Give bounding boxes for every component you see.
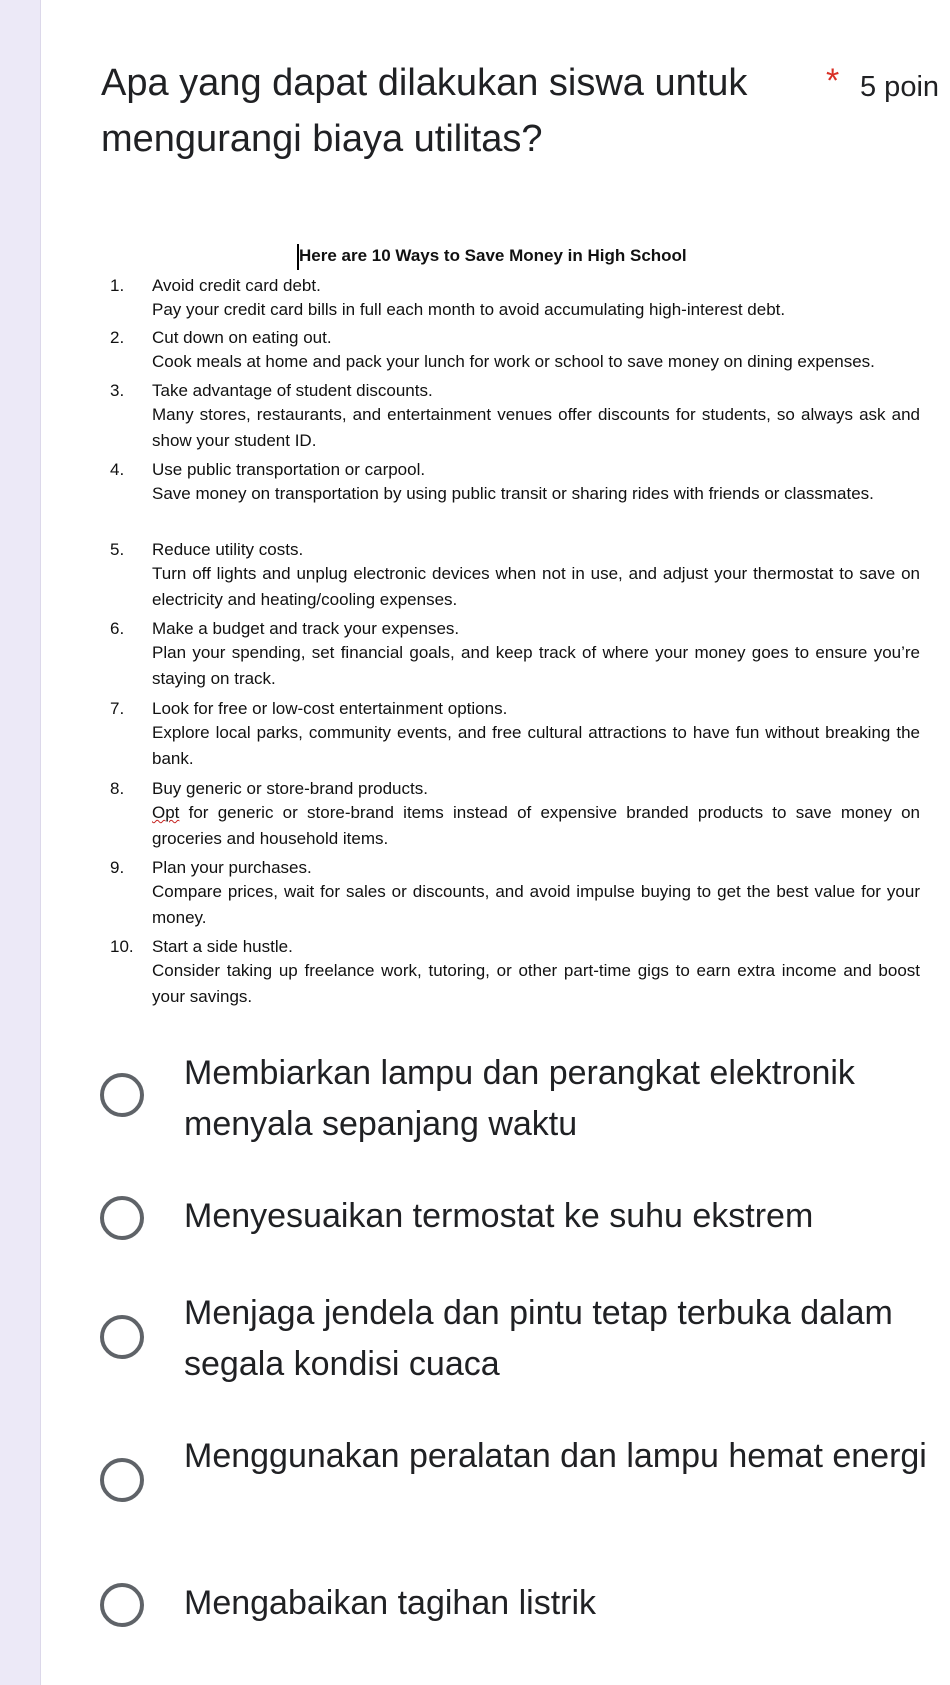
item-heading: Avoid credit card debt.	[152, 276, 321, 295]
item-description: Save money on transportation by using public transit or sharing rides with friends or classmates.	[152, 484, 874, 503]
item-heading: Reduce utility costs.	[152, 540, 304, 559]
item-heading: Cut down on eating out.	[152, 328, 332, 347]
item-description: Explore local parks, community events, and free cultural attractions to have fun without breaking the bank.	[152, 723, 920, 768]
question-title: Apa yang dapat dilakukan siswa untuk mengurangi biaya utilitas?	[101, 62, 748, 160]
item-description: Cook meals at home and pack your lunch for work or school to save money on dining expenses.	[152, 352, 875, 371]
item-number: 1.	[110, 276, 125, 295]
item-description: Consider taking up freelance work, tutoring, or other part-time gigs to earn extra income and boost your savings.	[152, 961, 920, 1006]
item-heading: Start a side hustle.	[152, 937, 293, 956]
item-number: 8.	[110, 779, 125, 798]
required-asterisk: *	[826, 62, 840, 100]
document-title: Here are 10 Ways to Save Money in High School	[299, 246, 687, 265]
option-label[interactable]: Menjaga jendela dan pintu tetap terbuka dalam segala kondisi cuaca	[184, 1294, 893, 1383]
item-description: Compare prices, wait for sales or discounts, and avoid impulse buying to get the best value for your money.	[152, 882, 920, 927]
item-number: 4.	[110, 460, 125, 479]
item-number: 9.	[110, 858, 125, 877]
item-description: Plan your spending, set financial goals, and keep track of where your money goes to ensure you’re staying on track.	[152, 643, 920, 688]
item-description-text: for generic or store-brand items instead of expensive branded products to save money on groceries and household items.	[152, 803, 920, 848]
item-number: 3.	[110, 381, 125, 400]
item-heading: Use public transportation or carpool.	[152, 460, 426, 479]
option-label[interactable]: Menyesuaikan termostat ke suhu ekstrem	[184, 1197, 814, 1235]
item-description: Many stores, restaurants, and entertainment venues offer discounts for students, so always ask and show your student ID.	[152, 405, 920, 450]
item-number: 10.	[110, 937, 134, 956]
item-heading: Make a budget and track your expenses.	[152, 619, 460, 638]
item-number: 2.	[110, 328, 125, 347]
item-heading: Look for free or low-cost entertainment options.	[152, 699, 508, 718]
radio-button[interactable]	[100, 1315, 144, 1359]
item-heading: Take advantage of student discounts.	[152, 381, 433, 400]
item-number: 7.	[110, 699, 125, 718]
item-number: 6.	[110, 619, 125, 638]
item-description	[152, 800, 920, 852]
points-label: 5 poin	[860, 71, 940, 103]
radio-button[interactable]	[100, 1073, 144, 1117]
item-heading: Plan your purchases.	[152, 858, 312, 877]
item-description: Turn off lights and unplug electronic devices when not in use, and adjust your thermostat to save on electricity and heating/cooling expenses.	[152, 564, 920, 609]
option-label[interactable]: Membiarkan lampu dan perangkat elektronik menyala sepanjang waktu	[184, 1054, 855, 1143]
item-description: Pay your credit card bills in full each month to avoid accumulating high-interest debt.	[152, 300, 786, 319]
option-label[interactable]: Menggunakan peralatan dan lampu hemat energi	[184, 1437, 927, 1475]
item-heading: Buy generic or store-brand products.	[152, 779, 428, 798]
item-number: 5.	[110, 540, 125, 559]
radio-button[interactable]	[100, 1583, 144, 1627]
radio-button[interactable]	[100, 1458, 144, 1502]
radio-button[interactable]	[100, 1196, 144, 1240]
spellcheck-word: Opt	[152, 803, 180, 822]
option-label[interactable]: Mengabaikan tagihan listrik	[184, 1584, 597, 1622]
